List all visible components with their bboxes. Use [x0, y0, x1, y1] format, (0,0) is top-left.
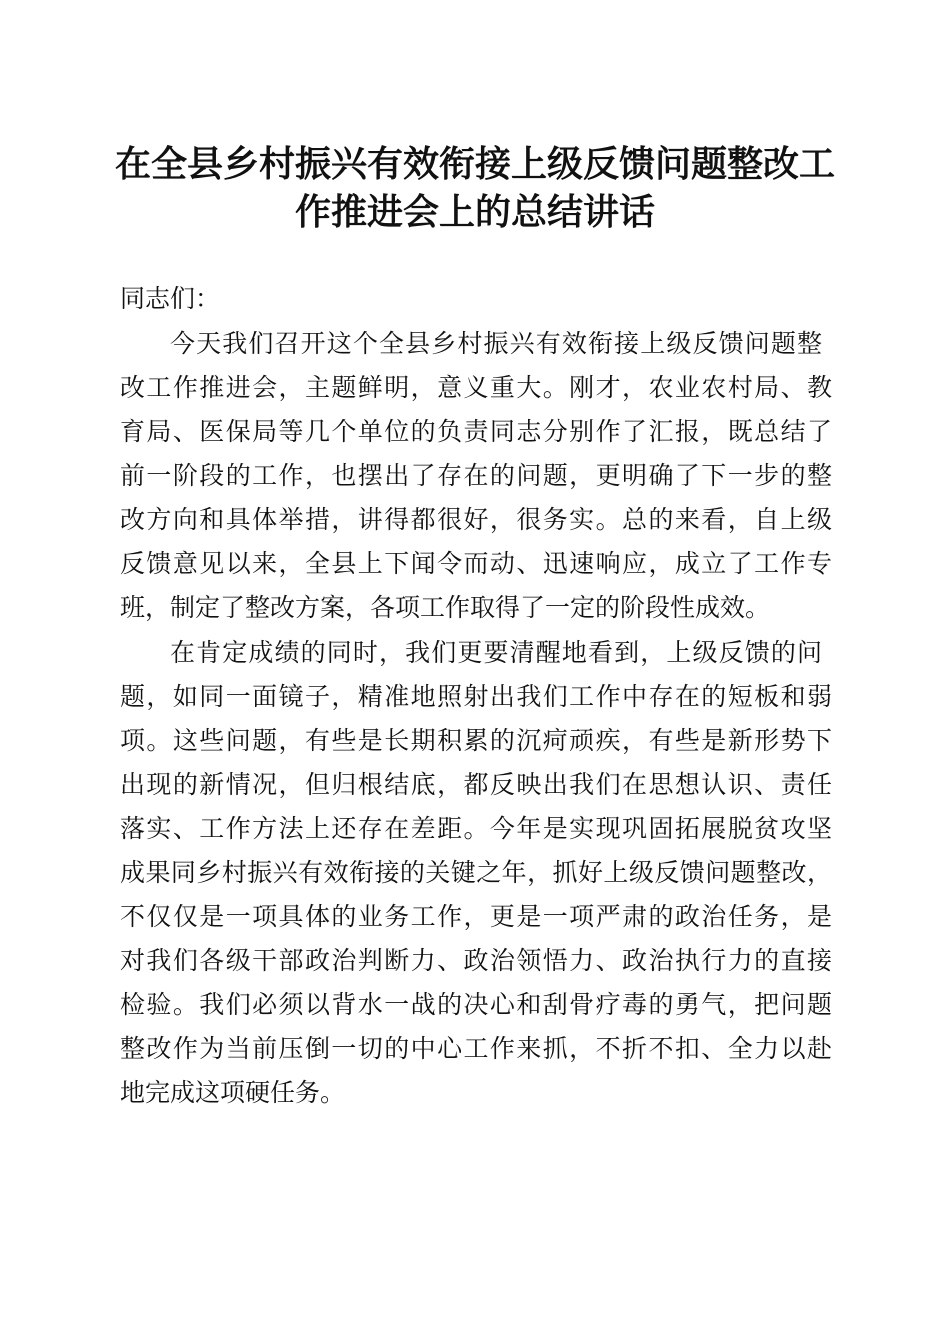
document-title-line-1: 在全县乡村振兴有效衔接上级反馈问题整改工: [114, 143, 835, 185]
paragraph-1-line: 育局、医保局等几个单位的负责同志分别作了汇报，既总结了: [120, 417, 832, 446]
paragraph-2-line: 落实、工作方法上还存在差距。今年是实现巩固拓展脱贫攻坚: [120, 814, 832, 843]
paragraph-2-line: 检验。我们必须以背水一战的决心和刮骨疗毒的勇气，把问题: [120, 990, 832, 1019]
paragraph-1-line: 改工作推进会，主题鲜明，意义重大。刚才，农业农村局、教: [120, 373, 832, 402]
paragraph-2-line: 项。这些问题，有些是长期积累的沉疴顽疾，有些是新形势下: [120, 726, 832, 755]
paragraph-1-line: 改方向和具体举措，讲得都很好，很务实。总的来看，自上级: [120, 505, 832, 534]
paragraph-1-line: 今天我们召开这个全县乡村振兴有效衔接上级反馈问题整: [170, 329, 822, 358]
paragraph-2-line: 整改作为当前压倒一切的中心工作来抓，不折不扣、全力以赴: [120, 1034, 832, 1063]
paragraph-1-line: 前一阶段的工作，也摆出了存在的问题，更明确了下一步的整: [120, 461, 832, 490]
paragraph-2-line: 题，如同一面镜子，精准地照射出我们工作中存在的短板和弱: [120, 682, 832, 711]
paragraph-1-line: 班，制定了整改方案，各项工作取得了一定的阶段性成效。: [120, 593, 771, 622]
paragraph-2-line: 出现的新情况，但归根结底，都反映出我们在思想认识、责任: [120, 770, 832, 799]
paragraph-2-line: 地完成这项硬任务。: [120, 1078, 346, 1107]
document-title-line-2: 作推进会上的总结讲话: [294, 191, 655, 233]
paragraph-2-line: 在肯定成绩的同时，我们更要清醒地看到，上级反馈的问: [170, 638, 822, 667]
paragraph-2-line: 成果同乡村振兴有效衔接的关键之年，抓好上级反馈问题整改，: [120, 858, 832, 887]
paragraph-2-line: 不仅仅是一项具体的业务工作，更是一项严肃的政治任务，是: [120, 902, 832, 931]
paragraph-1-line: 反馈意见以来，全县上下闻令而动、迅速响应，成立了工作专: [120, 549, 832, 578]
paragraph-2-line: 对我们各级干部政治判断力、政治领悟力、政治执行力的直接: [120, 946, 832, 975]
salutation: 同志们：: [120, 284, 221, 313]
